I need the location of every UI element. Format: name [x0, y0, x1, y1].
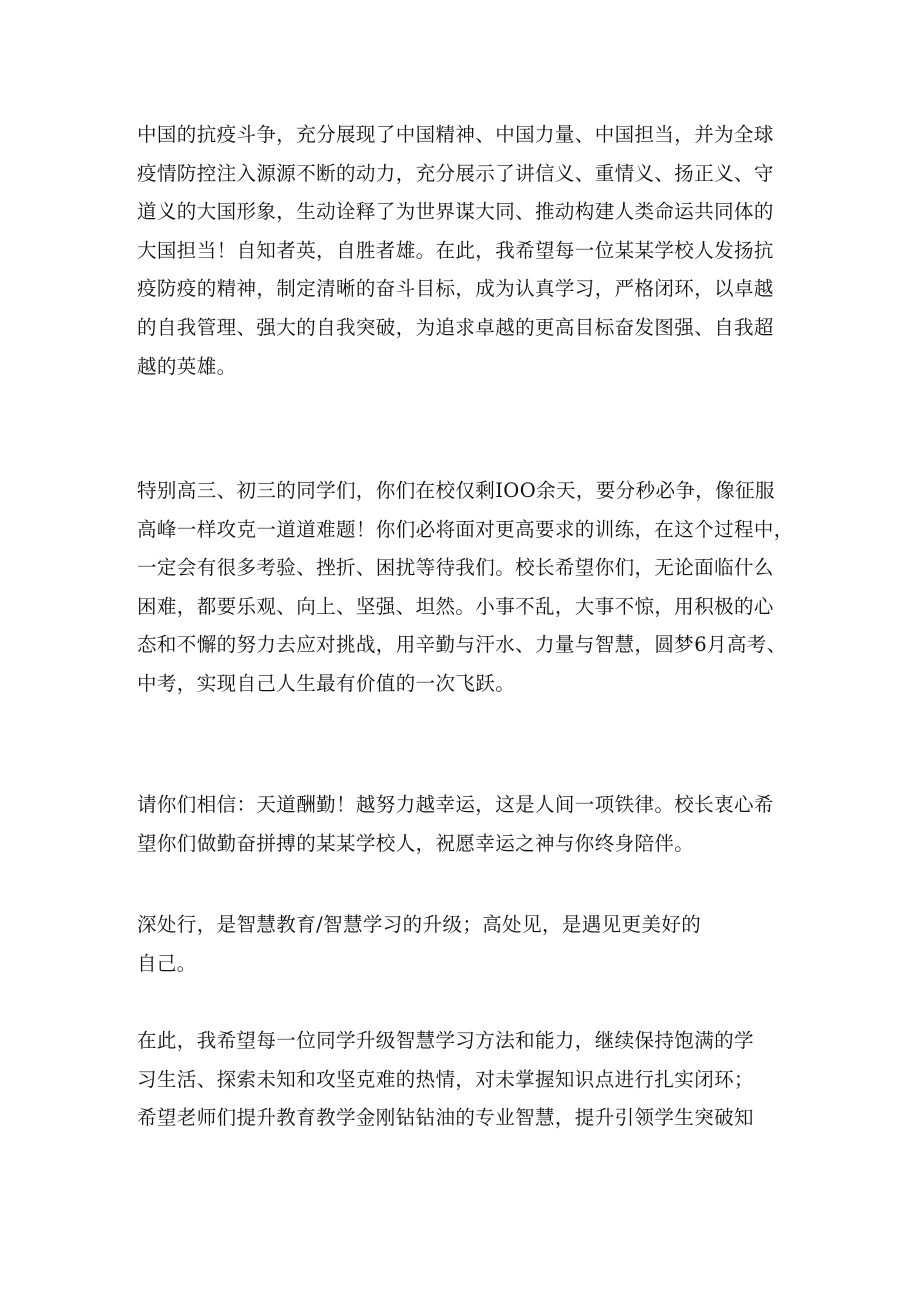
text-line: 请你们相信：天道酬勤！越努力越幸运，这是人间一项铁律。校长衷心希 [137, 793, 774, 816]
text-line: 大国担当！自知者英，自胜者雄。在此，我希望每一位某某学校人发扬抗 [137, 238, 774, 262]
text-line: 疫情防控注入源源不断的动力，充分展示了讲信义、重情义、扬正义、守 [137, 161, 774, 185]
text-line: 希望老师们提升教育教学金刚钻钻油的专业智慧，提升引领学生突破知 [137, 1106, 754, 1130]
text-line: 困难，都要乐观、向上、坚强、坦然。小事不乱，大事不惊，用积极的心 [137, 594, 774, 618]
text-line: 疫防疫的精神，制定清晰的奋斗目标，成为认真学习，严格闭环，以卓越 [137, 277, 774, 301]
paragraph-hopes [137, 1022, 797, 1138]
text-line: 的自我管理、强大的自我突破，为追求卓越的更高目标奋发图强、自我超 [137, 315, 774, 339]
text-line: 一定会有很多考验、挫折、困扰等待我们。校长希望你们，无论面临什么 [137, 556, 774, 580]
paragraph-senior-students [137, 472, 797, 704]
text-line: 特别高三、初三的同学们，你们在校仅剩IOO余天，要分秒必争，像征服 [137, 479, 775, 502]
paragraph-believe [137, 786, 797, 863]
text-line: 中考，实现自己人生最有价值的一次飞跃。 [137, 671, 516, 695]
paragraph-wisdom-education [137, 906, 797, 983]
text-line: 望你们做勤奋拼搏的某某学校人，祝愿幸运之神与你终身陪伴。 [137, 831, 695, 855]
text-line: 习生活、探索未知和攻坚克难的热情，对未掌握知识点进行扎实闭环； [137, 1067, 754, 1091]
paragraph-anti-epidemic [137, 116, 797, 386]
text-line: 中国的抗疫斗争，充分展现了中国精神、中国力量、中国担当，并为全球 [137, 123, 774, 146]
text-line: 深处行，是智慧教育/智慧学习的升级；高处见，是遇见更美好的 [137, 913, 702, 936]
text-line: 自己。 [137, 951, 197, 975]
text-line: 在此，我希望每一位同学升级智慧学习方法和能力，继续保持饱满的学 [137, 1029, 754, 1052]
text-line: 越的英雄。 [137, 354, 237, 378]
text-line: 道义的大国形象，生动诠释了为世界谋大同、推动构建人类命运共同体的 [137, 200, 774, 224]
text-line: 态和不懈的努力去应对挑战，用辛勤与汗水、力量与智慧，圆梦6月高考、 [137, 633, 787, 657]
text-line: 高峰一样攻克一道道难题！你们必将面对更高要求的训练，在这个过程中， [137, 517, 794, 541]
